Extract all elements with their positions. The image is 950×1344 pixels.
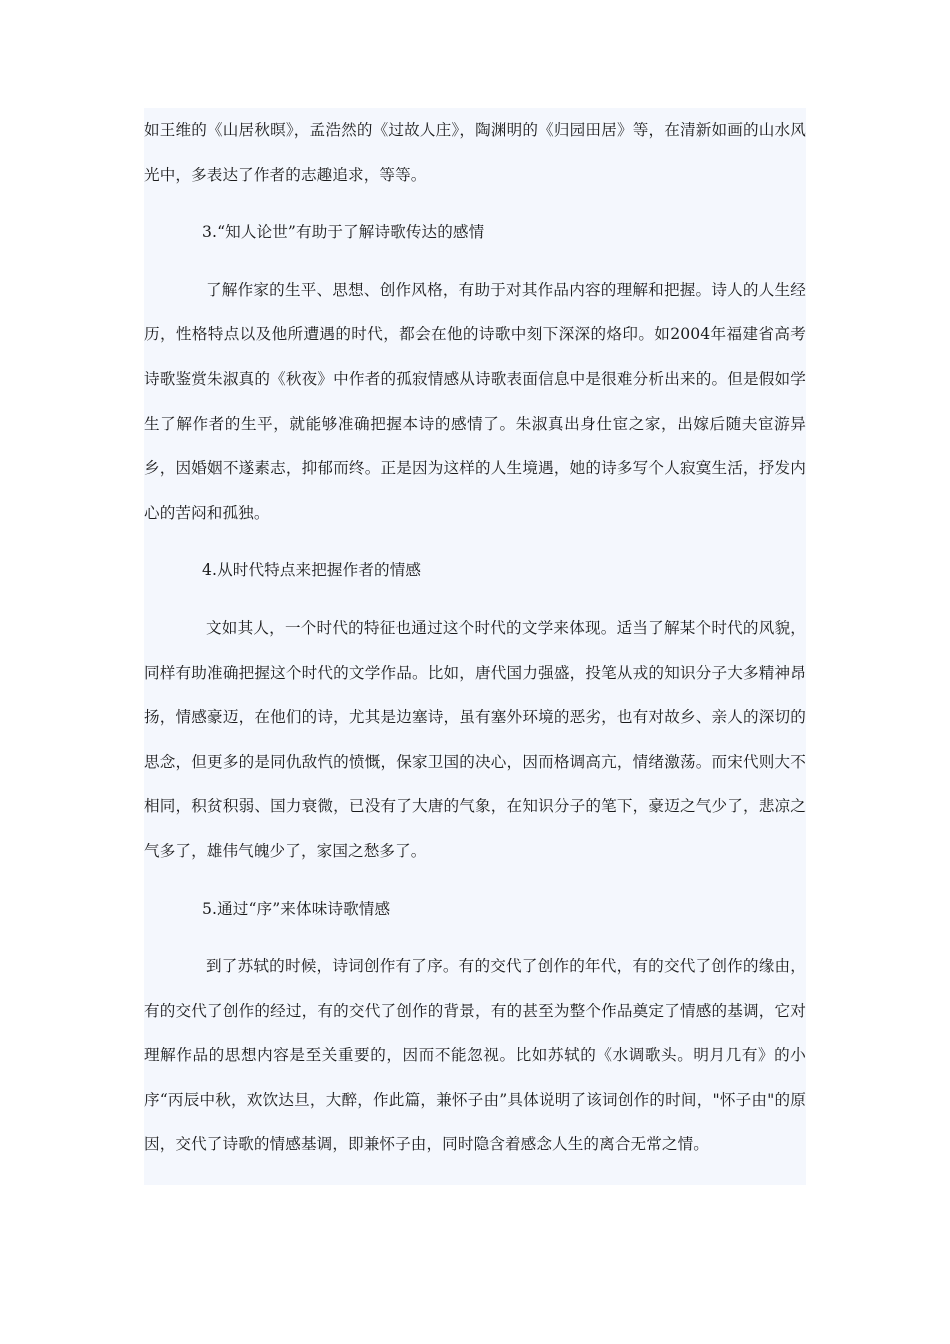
paragraph-preface: 到了苏轼的时候，诗词创作有了序。有的交代了创作的年代，有的交代了创作的缘由，有的交代了创作的经过，有的交代了创作的背景，有的甚至为整个作品奠定了情感的基调，它对理解作品的思想内容是至关重要的，因而不能忽视。比如苏轼的《水调歌头。明月几有》的小序“丙辰中秋，欢饮达旦，大醉，作此篇，兼怀子由”具体说明了该词创作的时间，"怀子由"的原因，交代了诗歌的情感基调，即兼怀子由，同时隐含着感念人生的离合无常之情。 [144,957,806,1154]
paragraph-gap [144,931,806,944]
paragraph-gap [144,874,806,887]
paragraph-continuation: 如王维的《山居秋暝》，孟浩然的《过故人庄》，陶渊明的《归园田居》等，在清新如画的山水风光中，多表达了作者的志趣追求，等等。 [144,121,806,184]
section-heading-4: 4.从时代特点来把握作者的情感 [202,561,422,580]
paragraph-gap [144,535,806,548]
paragraph-gap [144,593,806,606]
document-body [144,108,806,1185]
paragraph-gap [144,255,806,268]
paragraph-know-the-poet: 了解作家的生平、思想、创作风格，有助于对其作品内容的理解和把握。诗人的人生经历，性格特点以及他所遭遇的时代，都会在他的诗歌中刻下深深的烙印。如2004年福建省高考诗歌鉴赏朱淑真的《秋夜》中作者的孤寂情感从诗歌表面信息中是很难分析出来的。但是假如学生了解作者的生平，就能够准确把握本诗的感情了。朱淑真出身仕宦之家，出嫁后随夫宦游异乡，因婚姻不遂素志，抑郁而终。正是因为这样的人生境遇，她的诗多写个人寂寞生活，抒发内心的苦闷和孤独。 [144,280,806,522]
section-heading-3: 3.“知人论世”有助于了解诗歌传达的感情 [202,223,485,242]
section-heading-5: 5.通过“序”来体味诗歌情感 [202,899,391,918]
paragraph-gap [144,197,806,210]
paragraph-era-features: 文如其人，一个时代的特征也通过这个时代的文学来体现。适当了解某个时代的风貌，同样有助准确把握这个时代的文学作品。比如，唐代国力强盛，投笔从戎的知识分子大多精神昂扬，情感豪迈，在他们的诗，尤其是边塞诗，虽有塞外环境的恶劣，也有对故乡、亲人的深切的思念，但更多的是同仇敌忾的愤慨，保家卫国的决心，因而格调高亢，情绪激荡。而宋代则大不相同，积贫积弱、国力衰微，已没有了大唐的气象，在知识分子的笔下，豪迈之气少了，悲凉之气多了，雄伟气魄少了，家国之愁多了。 [144,618,806,860]
